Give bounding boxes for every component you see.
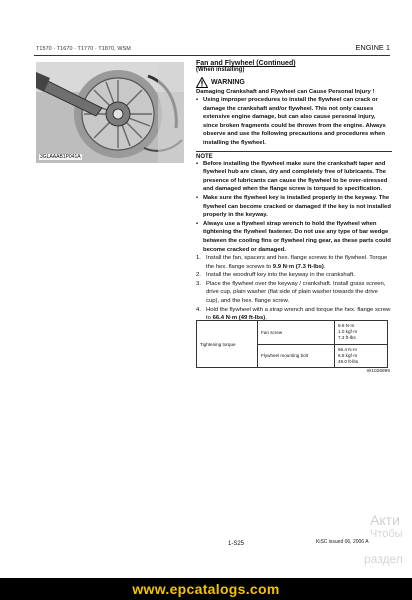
procedure-steps [196,254,392,323]
content-column [196,60,392,254]
torque-value: 49.0 ft-lbs [338,359,359,365]
torque-value: 66.4 N·m [338,346,357,352]
step-tail: . [323,263,326,270]
torque-value: 9.9 N·m [338,323,355,328]
step-number: 1. [196,255,201,261]
note-item: • Make sure the flywheel key is installed properly in the keyway. The flywheel can become cracked or damaged if the key is not installed properly in the keyway. [196,194,392,220]
torque-value: 7.3 ft-lbs [338,335,356,341]
watermark-text: Чтобы [370,528,403,540]
warning-heading: Damaging Crankshaft and Flywheel can Cause Personal Injury ! [196,89,375,95]
step-text: Install the woodruff key into the keyway in the crankshaft. [206,272,355,279]
procedure-step [196,271,392,280]
procedure-step [196,280,392,306]
header-section: ENGINE 1 [355,43,390,52]
step-torque-value: 66.4 N·m (49 ft-lbs) [212,315,266,322]
section-title: Fan and Flywheel (Continued) [196,60,296,67]
step-torque-value: 9.9 N·m (7.3 ft-lbs) [272,263,324,270]
note-divider [196,151,392,152]
watermark-text: Акти [370,512,400,528]
header-models: T1570 · T1670 · T1770 · T1870, WSM [36,46,131,52]
step-number: 4. [196,306,201,313]
step-text: Place the flywheel over the keyway / crankshaft. Install grass screen, drive cup, plain washer (flat side of plain washer towards the drive cup), and the hex. flange screw. [206,280,386,304]
note-item: • Before installing the flywheel make sure the crankshaft taper and flywheel hub are clean, dry and completely free of lubricants. The presence of lubricants can cause the flywheel to be over-stressed and damaged when the flange screw is torqued to specification. [196,160,392,194]
torque-values [335,321,388,345]
warning-label: WARNING [211,79,245,86]
torque-table [196,320,388,368]
site-banner-link[interactable]: www.epcatalogs.com [132,581,280,597]
site-banner[interactable] [0,578,412,600]
table-row [197,321,388,345]
note-item: • Always use a flywheel strap wrench to hold the flywheel when tightening the flywheel fastener. Do not use any type of bar wedge between the cooling fins or flywheel ring gear, as these parts could become cracked or damaged. [196,220,392,254]
procedure-step [196,254,392,271]
warning-triangle-icon [196,77,208,88]
header-rule [34,55,390,56]
step-text: Install the fan, spacers and hex. flange screws to the flywheel. Torque the hex. flange screws to [206,255,388,270]
torque-item: Flywheel mounting bolt [258,344,335,368]
watermark-text: раздел [364,552,403,566]
flywheel-photo [36,62,184,163]
figure-reference: W1026896 [366,369,390,374]
issue-info: KiSC issued 06, 2006 A [316,539,369,545]
torque-item: Fan screw [258,321,335,345]
torque-table-label: Tightening torque [197,321,258,368]
torque-value: 6.8 kgf·m [338,352,358,358]
photo-id-label: 3GLAAAB1P041A [40,154,81,160]
step-tail: . [265,315,267,322]
section-subtitle: (When installing) [196,67,245,73]
note-label: NOTE [196,153,213,160]
step-number: 2. [196,272,201,279]
step-text: Hold the flywheel with a strap wrench and torque the hex. flange screw to [206,306,391,322]
warning-item: • Using improper procedures to install the flywheel can crack or damage the crankshaft and/or flywheel. This not only causes extensive engine damage, but can also cause personal injury, since broken fragments could be thrown from the engine. Always observe and use the following precautions and procedures when installing the flywheel. [196,96,392,148]
flywheel-illustration [36,62,184,163]
page-number: 1-S25 [228,541,245,547]
torque-values [335,344,388,368]
warning-row [196,77,392,88]
torque-value: 1.0 kgf·m [338,329,358,335]
step-number: 3. [196,280,201,287]
